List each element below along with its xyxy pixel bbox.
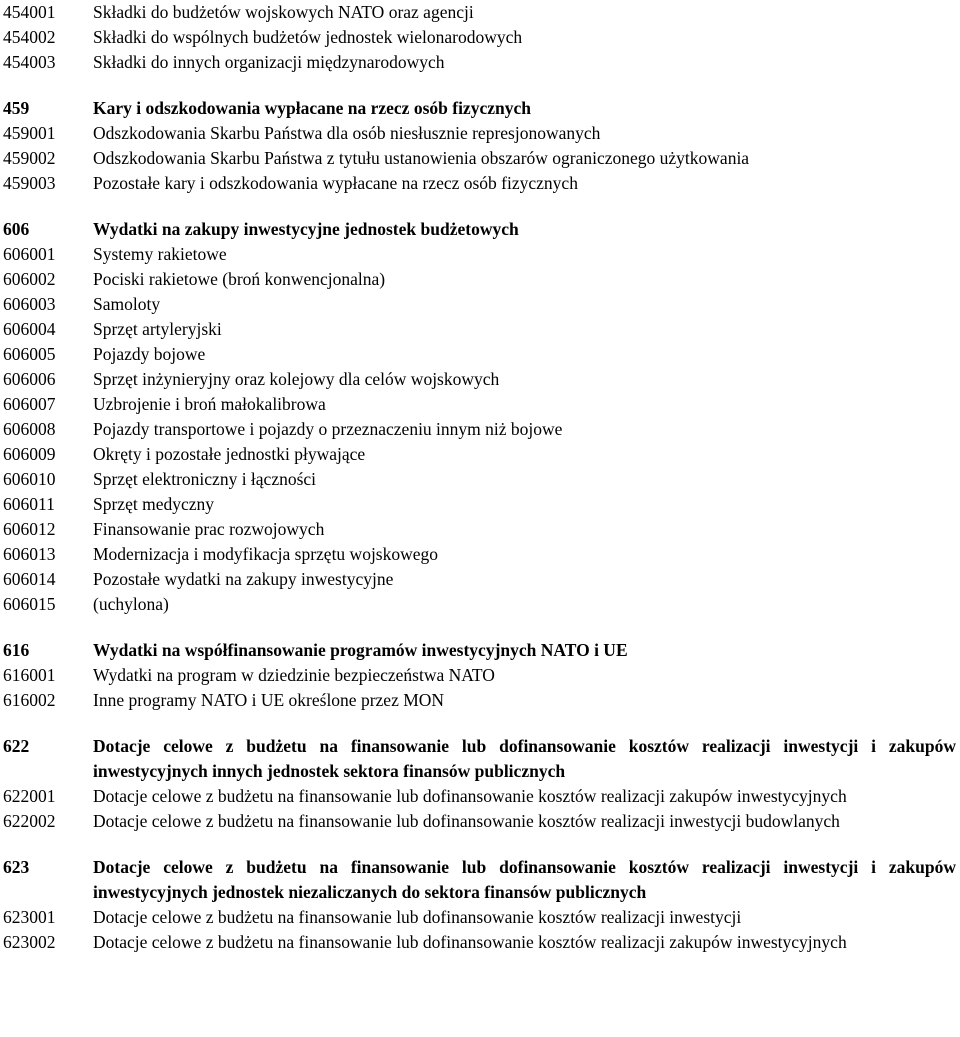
heading-text: Kary i odszkodowania wypłacane na rzecz osób fizycznych: [93, 98, 531, 118]
item-text: Sprzęt elektroniczny i łączności: [93, 469, 317, 489]
item-text: Sprzęt medyczny: [93, 494, 214, 514]
section: [3, 217, 956, 617]
list-item: [3, 809, 956, 834]
item-text: Składki do wspólnych budżetów jednostek wielonarodowych: [93, 27, 523, 47]
item-code: 606005: [3, 344, 56, 364]
item-text: Składki do innych organizacji międzynarodowych: [93, 52, 445, 72]
item-text: Finansowanie prac rozwojowych: [93, 519, 325, 539]
item-text: Pojazdy bojowe: [93, 344, 206, 364]
list-item: [3, 467, 956, 492]
item-text: (uchylona): [93, 594, 169, 614]
item-text: Pozostałe wydatki na zakupy inwestycyjne: [93, 569, 394, 589]
list-item: [3, 567, 956, 592]
item-code: 454001: [3, 2, 56, 22]
list-item: [3, 592, 956, 617]
section-heading: [3, 855, 956, 905]
item-text: Dotacje celowe z budżetu na finansowanie lub dofinansowanie kosztów realizacji inwestycji: [93, 907, 742, 927]
heading-text: Wydatki na współfinansowanie programów inwestycyjnych NATO i UE: [93, 640, 628, 660]
section-heading: [3, 734, 956, 784]
item-code: 622001: [3, 786, 56, 806]
item-code: 606014: [3, 569, 56, 589]
item-text: Sprzęt inżynieryjny oraz kolejowy dla celów wojskowych: [93, 369, 500, 389]
item-text: Okręty i pozostałe jednostki pływające: [93, 444, 366, 464]
item-code: 622002: [3, 811, 56, 831]
item-text: Dotacje celowe z budżetu na finansowanie lub dofinansowanie kosztów realizacji inwestycji budowlanych: [93, 811, 840, 831]
item-code: 454003: [3, 52, 56, 72]
item-code: 459002: [3, 148, 56, 168]
list-item: [3, 171, 956, 196]
item-text: Wydatki na program w dziedzinie bezpieczeństwa NATO: [93, 665, 495, 685]
item-code: 606015: [3, 594, 56, 614]
list-item: [3, 663, 956, 688]
item-code: 606001: [3, 244, 56, 264]
item-text: Odszkodowania Skarbu Państwa dla osób niesłusznie represjonowanych: [93, 123, 601, 143]
list-item: [3, 342, 956, 367]
item-code: 623001: [3, 907, 56, 927]
item-text: Składki do budżetów wojskowych NATO oraz agencji: [93, 2, 474, 22]
item-text: Pojazdy transportowe i pojazdy o przeznaczeniu innym niż bojowe: [93, 419, 563, 439]
item-code: 606011: [3, 494, 55, 514]
section: [3, 0, 956, 75]
heading-text: Dotacje celowe z budżetu na finansowanie lub dofinansowanie kosztów realizacji inwestycji i zakupów inwestycyjnych innych jednostek sektora finansów publicznych: [93, 736, 956, 781]
item-code: 606007: [3, 394, 56, 414]
list-item: [3, 146, 956, 171]
list-item: [3, 121, 956, 146]
item-text: Dotacje celowe z budżetu na finansowanie lub dofinansowanie kosztów realizacji zakupów inwestycyjnych: [93, 932, 847, 952]
heading-code: 622: [3, 736, 30, 756]
heading-code: 459: [3, 98, 30, 118]
item-code: 454002: [3, 27, 56, 47]
list-item: [3, 542, 956, 567]
section-heading: [3, 638, 956, 663]
item-code: 606003: [3, 294, 56, 314]
heading-code: 623: [3, 857, 30, 877]
item-text: Sprzęt artyleryjski: [93, 319, 222, 339]
heading-code: 616: [3, 640, 30, 660]
item-text: Pozostałe kary i odszkodowania wypłacane na rzecz osób fizycznych: [93, 173, 578, 193]
list-item: [3, 905, 956, 930]
list-item: [3, 417, 956, 442]
list-item: [3, 292, 956, 317]
list-item: [3, 392, 956, 417]
item-code: 606013: [3, 544, 56, 564]
section-heading: [3, 96, 956, 121]
list-item: [3, 930, 956, 955]
section: [3, 734, 956, 834]
list-item: [3, 442, 956, 467]
list-item: [3, 688, 956, 713]
item-code: 606004: [3, 319, 56, 339]
item-text: Modernizacja i modyfikacja sprzętu wojskowego: [93, 544, 439, 564]
item-code: 606008: [3, 419, 56, 439]
item-code: 623002: [3, 932, 56, 952]
item-text: Odszkodowania Skarbu Państwa z tytułu ustanowienia obszarów ograniczonego użytkowania: [93, 148, 750, 168]
list-item: [3, 242, 956, 267]
item-code: 606009: [3, 444, 56, 464]
list-item: [3, 50, 956, 75]
section: [3, 638, 956, 713]
list-item: [3, 367, 956, 392]
item-text: Samoloty: [93, 294, 161, 314]
heading-text: Dotacje celowe z budżetu na finansowanie lub dofinansowanie kosztów realizacji inwestycji i zakupów inwestycyjnych jednostek niezaliczanych do sektora finansów publicznych: [93, 857, 956, 902]
section-heading: [3, 217, 956, 242]
list-item: [3, 0, 956, 25]
item-code: 616002: [3, 690, 56, 710]
item-text: Systemy rakietowe: [93, 244, 227, 264]
section: [3, 96, 956, 196]
item-code: 459001: [3, 123, 56, 143]
list-item: [3, 267, 956, 292]
list-item: [3, 517, 956, 542]
section: [3, 855, 956, 955]
item-code: 606006: [3, 369, 56, 389]
heading-code: 606: [3, 219, 30, 239]
list-item: [3, 492, 956, 517]
item-code: 606012: [3, 519, 56, 539]
item-text: Uzbrojenie i broń małokalibrowa: [93, 394, 326, 414]
item-text: Dotacje celowe z budżetu na finansowanie lub dofinansowanie kosztów realizacji zakupów inwestycyjnych: [93, 786, 847, 806]
list-item: [3, 317, 956, 342]
item-code: 606010: [3, 469, 56, 489]
list-item: [3, 25, 956, 50]
list-item: [3, 784, 956, 809]
item-code: 616001: [3, 665, 56, 685]
item-code: 459003: [3, 173, 56, 193]
heading-text: Wydatki na zakupy inwestycyjne jednostek budżetowych: [93, 219, 519, 239]
item-text: Inne programy NATO i UE określone przez MON: [93, 690, 445, 710]
item-text: Pociski rakietowe (broń konwencjonalna): [93, 269, 386, 289]
item-code: 606002: [3, 269, 56, 289]
